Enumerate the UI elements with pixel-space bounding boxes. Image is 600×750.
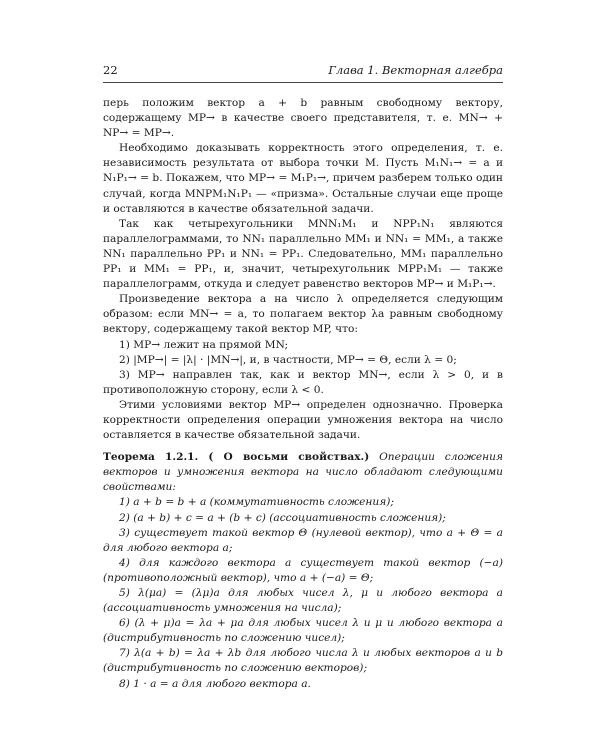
property-item: 1) a + b = b + a (коммутативность сложения); [119, 496, 394, 509]
property-item: 7) λ(a + b) = λa + λb для любого числа λ и любых векторов a и b (дистрибутивность по сложению векторов); [103, 647, 503, 675]
property-item: 3) существует такой вектор Θ (нулевой вектор), что a + Θ = a для любого вектора a; [103, 526, 503, 554]
property-item: 6) (λ + μ)a = λa + μa для любых чисел λ и μ и любого вектора a (дистрибутивность по сложению чисел); [103, 617, 503, 645]
condition-item: 2) |MP→| = |λ| · |MN→|, и, в частности, MP→ = Θ, если λ = 0; [119, 353, 457, 366]
theorem-title: Теорема 1.2.1. ( О восьми свойствах.) [103, 451, 370, 464]
condition-item: 3) MP→ направлен так, как и вектор MN→, если λ > 0, и в противоположную сторону, если λ < 0. [103, 368, 503, 396]
property-item: 2) (a + b) + c = a + (b + c) (ассоциативность сложения); [119, 511, 446, 524]
property-item: 8) 1 · a = a для любого вектора a. [119, 677, 311, 690]
paragraph-continuation: перь положим вектор a + b равным свободному вектору, содержащему MP→ в качестве своего представителя, т. е. MN→ + NP→ = MP→. [103, 97, 503, 140]
property-item: 5) λ(μa) = (λμ)a для любых чисел λ, μ и любого вектора a (ассоциативность умножения на числа); [103, 587, 503, 615]
page-body [103, 96, 503, 692]
theorem-block [103, 450, 503, 692]
page-number: 22 [103, 63, 118, 77]
property-item: 4) для каждого вектора a существует такой вектор (−a) (противоположный вектор), что a + (−a) = Θ; [103, 556, 503, 584]
paragraph-parallelograms: Так как четырехугольники MNN₁M₁ и NPP₁N₁ являются параллелограммами, то NN₁ параллельно MM₁ и NN₁ = MM₁, а также NN₁ параллельно PP₁ и NN₁ = PP₁. Следовательно, MM₁ параллельно PP₁ и MM₁ = PP₁, и, значит, четырехугольник MPP₁M₁ — также параллелограмм, откуда и следует равенство векторов MP→ и M₁P₁→. [103, 217, 503, 291]
paragraph-product-definition: Произведение вектора a на число λ определяется следующим образом: если MN→ = a, то полагаем вектор λa равным свободному вектору, содержащему такой вектор MP, что: [103, 293, 503, 336]
condition-item: 1) MP→ лежит на прямой MN; [119, 338, 289, 351]
header-rule [103, 82, 503, 83]
paragraph-closing: Этими условиями вектор MP→ определен однозначно. Проверка корректности определения операции умножения вектора на число оставляется в качестве обязательной задачи. [103, 398, 503, 442]
paragraph-correctness: Необходимо доказывать корректность этого определения, т. е. независимость результата от выбора точки M. Пусть M₁N₁→ = a и N₁P₁→ = b. Покажем, что MP→ = M₁P₁→, причем разберем только один случай, когда MNPM₁N₁P₁ — «призма». Остальные случаи еще проще и оставляются в качестве обязательной задачи. [103, 142, 503, 215]
chapter-title: Глава 1. Векторная алгебра [328, 63, 503, 77]
theorem-statement: Операции сложения векторов и умножения вектора на число обладают следующими свойствами: [103, 451, 503, 494]
